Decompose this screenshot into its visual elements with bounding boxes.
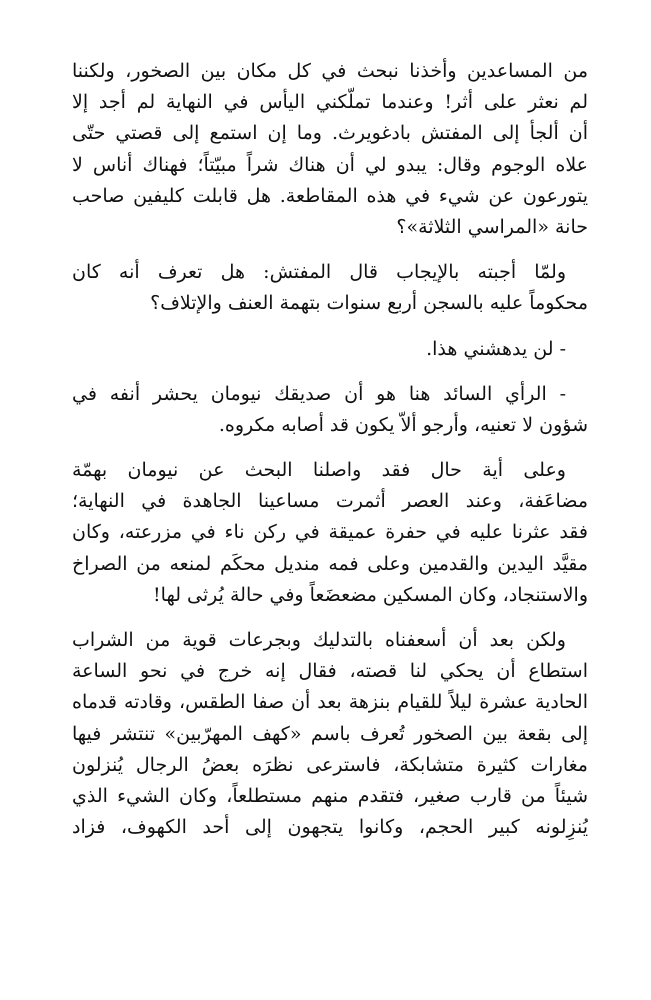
paragraph-gap	[72, 441, 588, 455]
text-line: مقيَّد اليدين والقدمين وعلى فمه منديل محكَم لمنعه من الصراخ	[72, 552, 588, 575]
paragraph-2	[72, 257, 588, 319]
text-line: محكوماً عليه بالسجن أربع سنوات بتهمة العنف والإتلاف؟	[150, 292, 588, 315]
paragraph-gap	[72, 365, 588, 379]
text-line: حانة «المراسي الثلاثة»؟	[396, 215, 588, 238]
text-line: وعلى أية حال فقد واصلنا البحث عن نيومان بهمّة	[72, 459, 566, 482]
text-line: لم نعثر على أثر! وعندما تملّكني اليأس في النهاية لم أجد إلا	[72, 91, 588, 114]
text-line: مغارات كثيرة متشابكة، فاسترعى نظرَه بعضُ الرجال يُنزلون	[72, 753, 588, 776]
text-line: يُنزِلونه كبير الحجم، وكانوا يتجهون إلى أحد الكهوف، فزاد	[72, 816, 588, 839]
text-line: ولكن بعد أن أسعفناه بالتدليك وبجرعات قوية من الشراب	[72, 629, 566, 651]
text-line: أن ألجأ إلى المفتش بادغويرث. وما إن استمع إلى قصتي حتّى	[72, 122, 588, 145]
text-line: ولمّا أجبته بالإيجاب قال المفتش: هل تعرف أنه كان	[72, 261, 566, 284]
paragraph-6	[72, 625, 588, 843]
text-line: شؤون لا تعنيه، وأرجو ألاّ يكون قد أصابه مكروه.	[218, 413, 588, 436]
text-line: مضاعَفة، وعند العصر أثمرت مساعينا الجاهدة في النهاية؛	[72, 490, 588, 513]
paragraph-5	[72, 455, 588, 611]
text-line: إلى بقعة بين الصخور تُعرف باسم «كهف المهرّبين» تنتشر فيها	[72, 722, 588, 745]
text-line: - الرأي السائد هنا هو أن صديقك نيومان يحشر أنفه في	[72, 382, 566, 405]
book-page	[72, 56, 588, 843]
text-line: الحادية عشرة ليلاً للقيام بنزهة بعد أن صفا الطقس، وقادته قدماه	[72, 691, 588, 714]
paragraph-gap	[72, 320, 588, 334]
text-line: - لن يدهشني هذا.	[426, 337, 566, 360]
text-line: فقد عثرنا عليه في حفرة عميقة في ركن ناء في مزرعته، وكان	[72, 521, 588, 544]
paragraph-4	[72, 379, 588, 441]
text-line: من المساعدين وأخذنا نبحث في كل مكان بين الصخور، ولكننا	[72, 60, 588, 82]
text-line: شيئاً من قارب صغير، فتقدم منهم مستطلعاً، وكان الشيء الذي	[72, 784, 588, 807]
text-line: يتورعون عن شيء في هذه المقاطعة. هل قابلت كليفين صاحب	[72, 184, 588, 207]
text-line: علاه الوجوم وقال: يبدو لي أن هناك شراً مبيّتاً؛ فهناك أناس لا	[72, 153, 588, 176]
paragraph-gap	[72, 243, 588, 257]
text-line: استطاع أن يحكي لنا قصته، فقال إنه خرج في نحو الساعة	[72, 660, 588, 683]
paragraph-gap	[72, 611, 588, 625]
paragraph-1	[72, 56, 588, 243]
text-line: والاستنجاد، وكان المسكين مضعضَعاً وفي حالة يُرثى لها!	[153, 583, 588, 606]
paragraph-3	[72, 334, 588, 365]
